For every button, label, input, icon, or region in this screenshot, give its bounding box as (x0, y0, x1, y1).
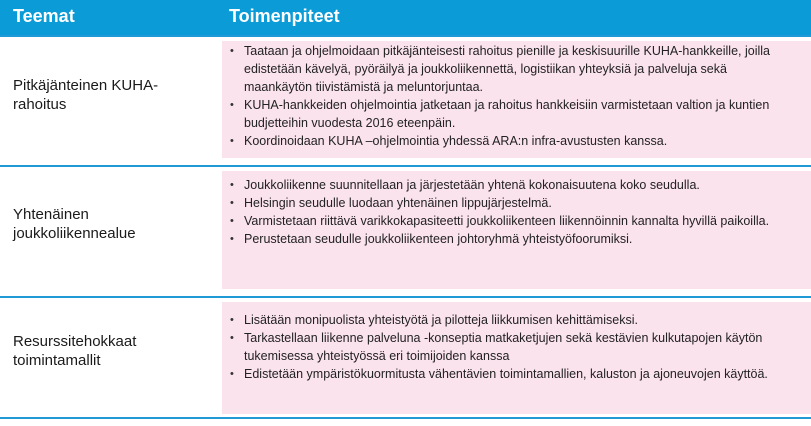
list-item: • Varmistetaan riittävä varikkokapasiteetti joukkoliikenteen liikennöinnin kannalta hyvillä paikoilla. (230, 212, 796, 230)
list-item: • Taataan ja ohjelmoidaan pitkäjänteisesti rahoitus pienille ja keskisuurille KUHA-hankkeille, joilla edistetään kävelyä, pyöräilyä ja joukkoliikennettä, logistiikan yhteyksiä ja palveluja sekä maankäytön tiivistämistä ja meluntorjuntaa. (230, 42, 796, 96)
list-item: • Edistetään ympäristökuormitusta vähentävien toimintamallien, kaluston ja ajoneuvojen käyttöä. (230, 365, 796, 383)
row-divider (0, 296, 811, 298)
action-list (230, 176, 796, 248)
list-item: • Lisätään monipuolista yhteistyötä ja pilotteja liikkumisen kehittämiseksi. (230, 311, 796, 329)
list-item: • Joukkoliikenne suunnitellaan ja järjestetään yhtenä kokonaisuutena koko seudulla. (230, 176, 796, 194)
actions-cell (222, 41, 811, 158)
theme-label: Resurssitehokkaat toimintamallit (13, 333, 137, 369)
list-item: • KUHA-hankkeiden ohjelmointia jatketaan ja rahoitus hankkeisiin varmistetaan valtion ja kuntien budjetteihin vuodesta 2016 eteenpäin. (230, 96, 796, 132)
actions-cell (222, 171, 811, 289)
row-divider (0, 165, 811, 167)
action-list (230, 311, 796, 383)
row-divider (0, 35, 811, 37)
theme-label: Yhtenäinen joukkoliikennealue (13, 206, 136, 242)
table-header (0, 0, 811, 35)
actions-cell (222, 302, 811, 414)
theme-label: Pitkäjänteinen KUHA-rahoitus (13, 77, 159, 113)
column-header-themes: Teemat (13, 6, 75, 26)
list-item: • Koordinoidaan KUHA –ohjelmointia yhdessä ARA:n infra-avustusten kanssa. (230, 132, 796, 150)
list-item: • Perustetaan seudulle joukkoliikenteen johtoryhmä yhteistyöfoorumiksi. (230, 230, 796, 248)
action-list (230, 42, 796, 150)
column-header-actions: Toimenpiteet (229, 6, 340, 26)
row-divider (0, 417, 811, 419)
list-item: • Tarkastellaan liikenne palveluna -konseptia matkaketjujen sekä kestävien kulkutapojen käytön tukemisessa yhteistyössä eri toimijoiden kanssa (230, 329, 796, 365)
list-item: • Helsingin seudulle luodaan yhtenäinen lippujärjestelmä. (230, 194, 796, 212)
